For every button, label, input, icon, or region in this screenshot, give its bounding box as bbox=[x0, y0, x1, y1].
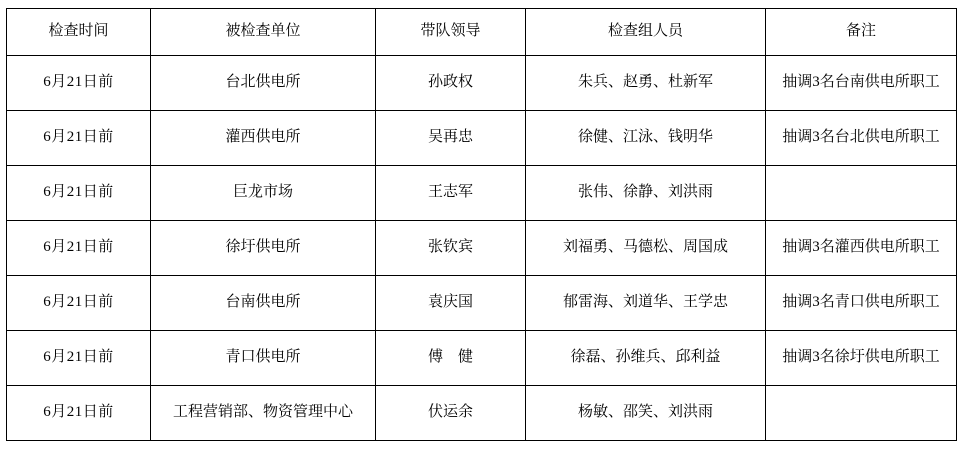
table-header bbox=[7, 9, 957, 56]
cell-unit: 台南供电所 bbox=[151, 276, 376, 331]
cell-unit: 徐圩供电所 bbox=[151, 221, 376, 276]
cell-note: 抽调3名青口供电所职工 bbox=[766, 276, 957, 331]
table-row bbox=[7, 56, 957, 111]
column-header-time: 检查时间 bbox=[7, 9, 151, 56]
inspection-schedule-table bbox=[6, 8, 957, 441]
cell-unit: 台北供电所 bbox=[151, 56, 376, 111]
cell-time: 6月21日前 bbox=[7, 56, 151, 111]
cell-members: 朱兵、赵勇、杜新军 bbox=[526, 56, 766, 111]
table-row bbox=[7, 166, 957, 221]
cell-unit: 青口供电所 bbox=[151, 331, 376, 386]
cell-note: 抽调3名台南供电所职工 bbox=[766, 56, 957, 111]
cell-note bbox=[766, 386, 957, 441]
cell-note: 抽调3名徐圩供电所职工 bbox=[766, 331, 957, 386]
cell-leader: 王志军 bbox=[376, 166, 526, 221]
cell-note: 抽调3名台北供电所职工 bbox=[766, 111, 957, 166]
table-row bbox=[7, 221, 957, 276]
cell-leader: 傅 健 bbox=[376, 331, 526, 386]
cell-leader: 袁庆国 bbox=[376, 276, 526, 331]
cell-leader: 孙政权 bbox=[376, 56, 526, 111]
cell-members: 徐磊、孙维兵、邱利益 bbox=[526, 331, 766, 386]
cell-time: 6月21日前 bbox=[7, 221, 151, 276]
cell-note: 抽调3名灌西供电所职工 bbox=[766, 221, 957, 276]
cell-note bbox=[766, 166, 957, 221]
cell-members: 张伟、徐静、刘洪雨 bbox=[526, 166, 766, 221]
table-body bbox=[7, 56, 957, 441]
cell-members: 徐健、江泳、钱明华 bbox=[526, 111, 766, 166]
cell-unit: 灌西供电所 bbox=[151, 111, 376, 166]
cell-time: 6月21日前 bbox=[7, 276, 151, 331]
cell-leader: 伏运余 bbox=[376, 386, 526, 441]
table-row bbox=[7, 331, 957, 386]
cell-members: 刘福勇、马德松、周国成 bbox=[526, 221, 766, 276]
cell-time: 6月21日前 bbox=[7, 166, 151, 221]
column-header-members: 检查组人员 bbox=[526, 9, 766, 56]
cell-leader: 张钦宾 bbox=[376, 221, 526, 276]
table-row bbox=[7, 111, 957, 166]
cell-time: 6月21日前 bbox=[7, 331, 151, 386]
cell-unit: 巨龙市场 bbox=[151, 166, 376, 221]
table-header-row bbox=[7, 9, 957, 56]
table-row bbox=[7, 276, 957, 331]
cell-time: 6月21日前 bbox=[7, 386, 151, 441]
column-header-note: 备注 bbox=[766, 9, 957, 56]
column-header-leader: 带队领导 bbox=[376, 9, 526, 56]
table-row bbox=[7, 386, 957, 441]
cell-members: 杨敏、邵笑、刘洪雨 bbox=[526, 386, 766, 441]
column-header-unit: 被检查单位 bbox=[151, 9, 376, 56]
cell-leader: 吴再忠 bbox=[376, 111, 526, 166]
cell-time: 6月21日前 bbox=[7, 111, 151, 166]
cell-unit: 工程营销部、物资管理中心 bbox=[151, 386, 376, 441]
cell-members: 郁雷海、刘道华、王学忠 bbox=[526, 276, 766, 331]
